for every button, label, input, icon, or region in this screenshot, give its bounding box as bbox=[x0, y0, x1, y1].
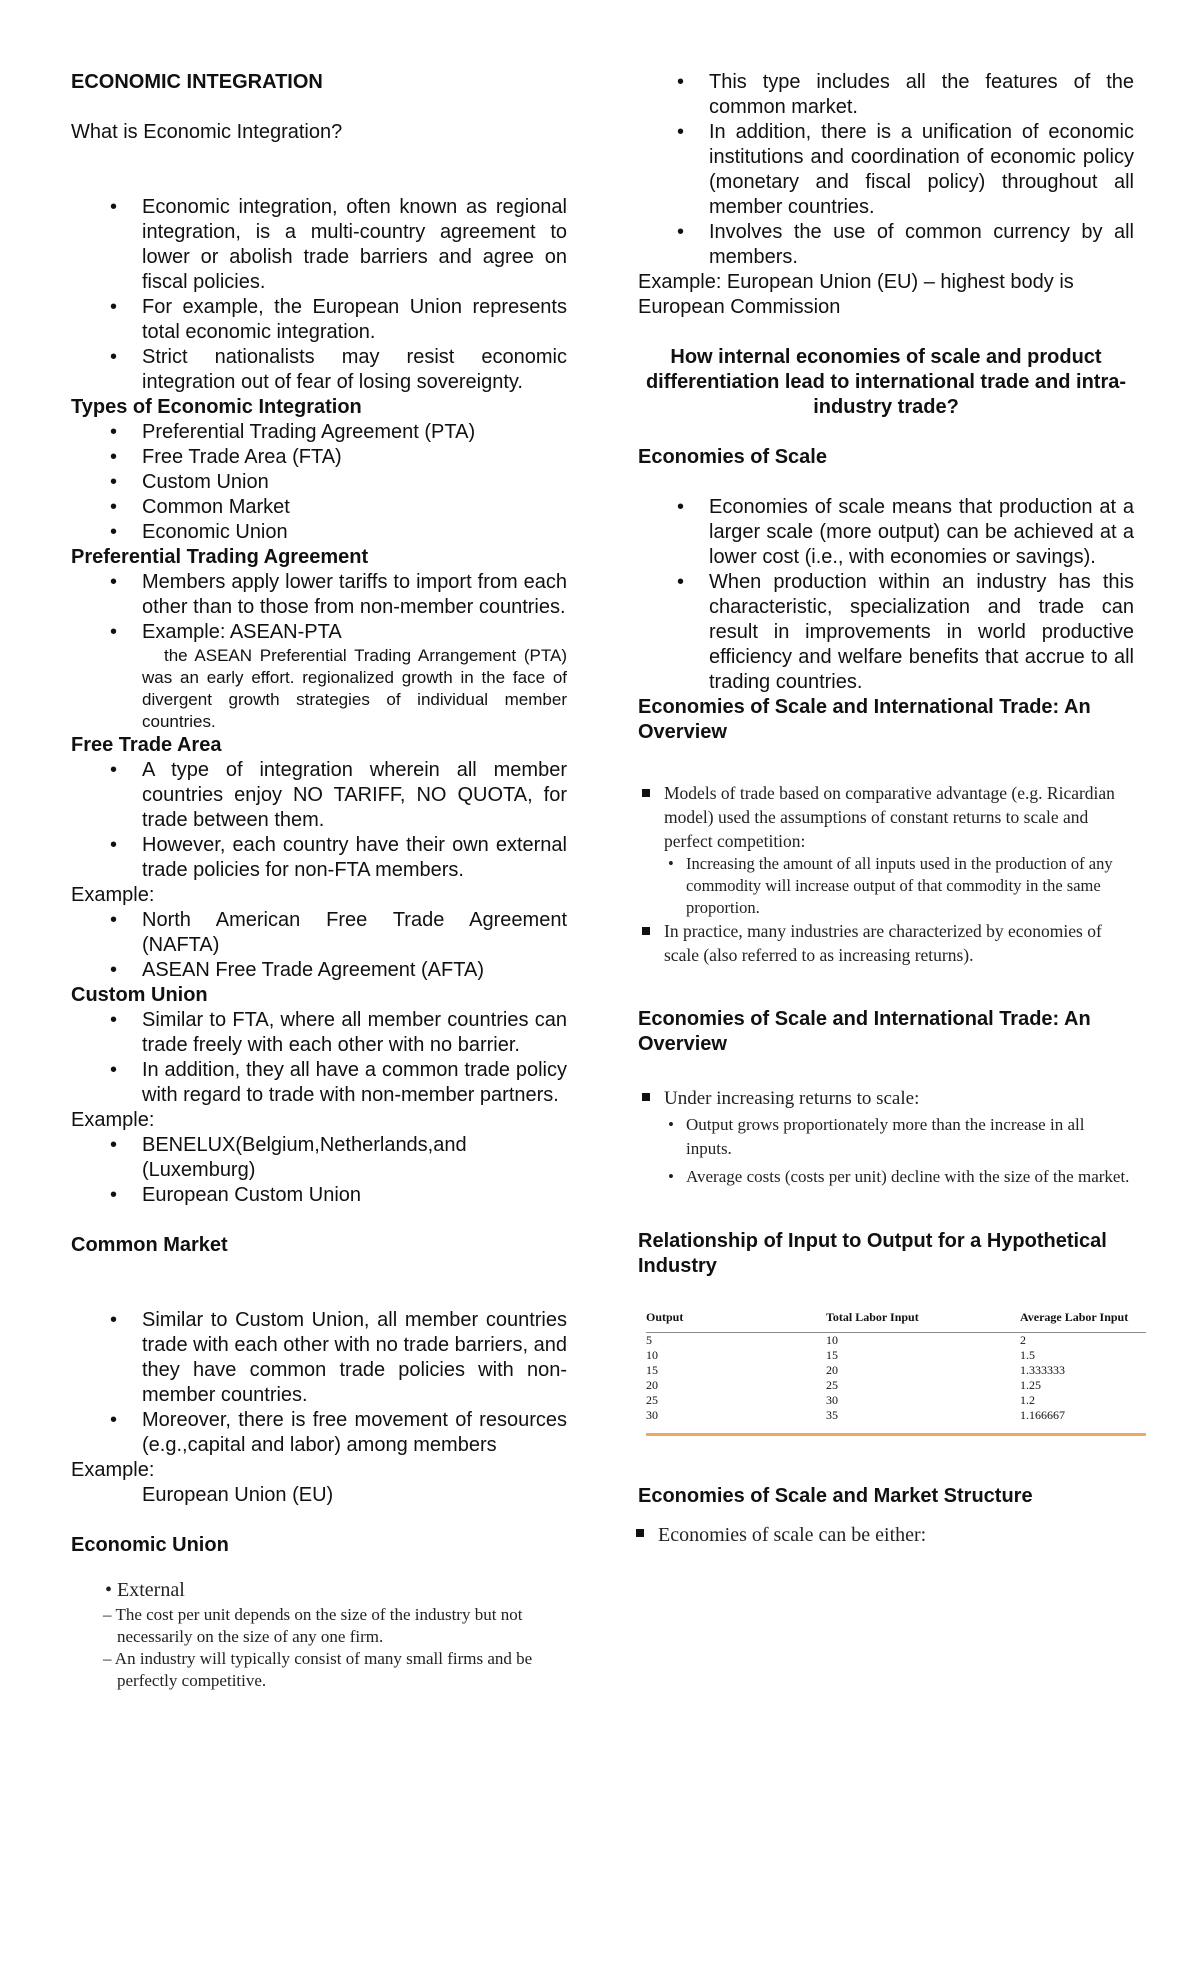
fta-examples bbox=[71, 908, 567, 983]
right-column bbox=[638, 70, 1134, 1549]
section-question: How internal economies of scale and product differentiation lead to international trade and intra- industry trade? bbox=[645, 346, 1127, 418]
table-cell: 25 bbox=[826, 1378, 838, 1392]
list-item: • Custom Union bbox=[142, 470, 567, 495]
list-item: • This type includes all the features of the common market. bbox=[709, 70, 1134, 120]
slide-market-structure bbox=[638, 1521, 1134, 1549]
list-item: • Free Trade Area (FTA) bbox=[142, 445, 567, 470]
list-item: • North American Free Trade Agreement (NAFTA) bbox=[142, 908, 567, 958]
table-header-row bbox=[646, 1303, 1146, 1333]
table-row bbox=[646, 1378, 1146, 1393]
pta-list bbox=[71, 570, 567, 645]
fta-list bbox=[71, 758, 567, 883]
table-cell: 15 bbox=[826, 1348, 838, 1362]
list-item: • European Custom Union bbox=[142, 1183, 567, 1208]
bullet-icon: • bbox=[105, 1579, 118, 1601]
section-heading: Economies of Scale bbox=[638, 446, 827, 468]
section-heading: Free Trade Area bbox=[71, 734, 222, 756]
eos-list bbox=[638, 495, 1134, 695]
example-label: Example: bbox=[71, 1459, 155, 1481]
header-cell: Output bbox=[646, 1303, 826, 1333]
intro-list bbox=[71, 195, 567, 395]
slide-item: Models of trade based on comparative advantage (e.g. Ricardian model) used the assumptions of constant returns to scale and perfect competition: bbox=[638, 781, 1134, 853]
section-heading: Types of Economic Integration bbox=[71, 396, 362, 418]
example-label: Example: bbox=[71, 1109, 155, 1131]
list-item: • However, each country have their own external trade policies for non-FTA members. bbox=[142, 833, 567, 883]
slide-title: External bbox=[117, 1579, 185, 1601]
table-cell: 5 bbox=[646, 1333, 652, 1347]
example-label: Example: bbox=[71, 884, 155, 906]
types-list bbox=[71, 420, 567, 545]
eu-list bbox=[638, 70, 1134, 270]
cu-list bbox=[71, 1008, 567, 1108]
slide-item: In practice, many industries are characterized by economies of scale (also referred to as increasing returns). bbox=[638, 919, 1134, 967]
left-column bbox=[71, 70, 567, 1692]
list-item: • Similar to Custom Union, all member countries trade with each other with no trade barriers, and they have common trade policies with non-member countries. bbox=[142, 1308, 567, 1408]
list-item: • Similar to FTA, where all member countries can trade freely with each other with no barrier. bbox=[142, 1008, 567, 1058]
section-heading: Economies of Scale and Market Structure bbox=[638, 1485, 1033, 1507]
slide-subitem: • Increasing the amount of all inputs used in the production of any commodity will increase output of that commodity in the same proportion. bbox=[638, 853, 1134, 919]
list-item: • Strict nationalists may resist economic integration out of fear of losing sovereignty. bbox=[142, 345, 567, 395]
table-cell: 1.25 bbox=[1020, 1378, 1041, 1392]
slide-external bbox=[71, 1576, 567, 1692]
table-cell: 1.5 bbox=[1020, 1348, 1035, 1362]
table-cell: 1.2 bbox=[1020, 1393, 1035, 1407]
cm-list bbox=[71, 1308, 567, 1458]
section-heading: Custom Union bbox=[71, 984, 208, 1006]
slide-bullet bbox=[71, 1576, 567, 1604]
slide-subitem: • Output grows proportionately more than the increase in all inputs. bbox=[638, 1113, 1134, 1161]
table-row bbox=[646, 1363, 1146, 1378]
table-cell: 35 bbox=[826, 1408, 838, 1422]
table-cell: 2 bbox=[1020, 1333, 1026, 1347]
eu-example: Example: European Union (EU) – highest body is European Commission bbox=[638, 271, 1074, 318]
list-item: • Economic integration, often known as regional integration, is a multi-country agreement to lower or abolish trade barriers and agree on fiscal policies. bbox=[142, 195, 567, 295]
slide-item: – An industry will typically consist of many small firms and be perfectly competitive. bbox=[103, 1649, 533, 1690]
table-cell: 20 bbox=[826, 1363, 838, 1377]
table-cell: 10 bbox=[826, 1333, 838, 1347]
list-item: • ASEAN Free Trade Agreement (AFTA) bbox=[142, 958, 567, 983]
question: What is Economic Integration? bbox=[71, 121, 343, 143]
slide-item: Under increasing returns to scale: bbox=[638, 1085, 1134, 1113]
header-cell: Total Labor Input bbox=[826, 1303, 1020, 1333]
list-item: • Members apply lower tariffs to import from each other than to those from non-member countries. bbox=[142, 570, 567, 620]
section-heading: Relationship of Input to Output for a Hypothetical Industry bbox=[638, 1230, 1107, 1277]
section-heading: Common Market bbox=[71, 1234, 228, 1256]
list-item: • Involves the use of common currency by all members. bbox=[709, 220, 1134, 270]
table-row bbox=[646, 1393, 1146, 1408]
table-cell: 20 bbox=[646, 1378, 658, 1392]
header-cell: Average Labor Input bbox=[1020, 1303, 1146, 1333]
list-item: • Preferential Trading Agreement (PTA) bbox=[142, 420, 567, 445]
list-item: • Common Market bbox=[142, 495, 567, 520]
list-item: • Example: ASEAN-PTA bbox=[142, 620, 567, 645]
slide-comparative-advantage bbox=[638, 781, 1134, 967]
slide-increasing-returns bbox=[638, 1085, 1134, 1189]
table-cell: 30 bbox=[826, 1393, 838, 1407]
table-row bbox=[646, 1333, 1146, 1349]
section-heading: Economies of Scale and International Trade: An Overview bbox=[638, 1008, 1091, 1055]
section-heading: Economic Union bbox=[71, 1534, 229, 1556]
list-item: • A type of integration wherein all member countries enjoy NO TARIFF, NO QUOTA, for trade between them. bbox=[142, 758, 567, 833]
list-item: • In addition, there is a unification of economic institutions and coordination of economic policy (monetary and fiscal policy) throughout all member countries. bbox=[709, 120, 1134, 220]
table-cell: 1.333333 bbox=[1020, 1363, 1065, 1377]
list-item: • Moreover, there is free movement of resources (e.g.,capital and labor) among members bbox=[142, 1408, 567, 1458]
slide-item: – The cost per unit depends on the size of the industry but not necessarily on the size of any one firm. bbox=[103, 1605, 523, 1646]
slide-subitem: • Average costs (costs per unit) decline with the size of the market. bbox=[638, 1165, 1134, 1189]
table-cell: 30 bbox=[646, 1408, 658, 1422]
table-cell: 1.166667 bbox=[1020, 1408, 1065, 1422]
table-row bbox=[646, 1348, 1146, 1363]
cm-example: European Union (EU) bbox=[142, 1484, 334, 1506]
input-output-table bbox=[646, 1303, 1146, 1423]
table-cell: 25 bbox=[646, 1393, 658, 1407]
section-heading: Preferential Trading Agreement bbox=[71, 546, 369, 568]
pta-note: the ASEAN Preferential Trading Arrangement (PTA) was an early effort. regionalized growth in the face of divergent growth strategies of individual member countries. bbox=[142, 646, 567, 731]
section-heading: Economies of Scale and International Trade: An Overview bbox=[638, 696, 1091, 743]
list-item: • For example, the European Union represents total economic integration. bbox=[142, 295, 567, 345]
list-item: • BENELUX(Belgium,Netherlands,and (Luxemburg) bbox=[142, 1133, 567, 1183]
table-row bbox=[646, 1408, 1146, 1423]
list-item: • Economies of scale means that production at a larger scale (more output) can be achieved at a lower cost (i.e., with economies or savings). bbox=[709, 495, 1134, 570]
document-title: ECONOMIC INTEGRATION bbox=[71, 71, 323, 93]
table-cell: 10 bbox=[646, 1348, 658, 1362]
list-item: • In addition, they all have a common trade policy with regard to trade with non-member partners. bbox=[142, 1058, 567, 1108]
slide-item: Economies of scale can be either: bbox=[632, 1521, 1134, 1549]
cu-examples bbox=[71, 1133, 567, 1208]
table-cell: 15 bbox=[646, 1363, 658, 1377]
list-item: • When production within an industry has this characteristic, specialization and trade can result in improvements in world productive efficiency and welfare benefits that accrue to all trading countries. bbox=[709, 570, 1134, 695]
list-item: • Economic Union bbox=[142, 520, 567, 545]
